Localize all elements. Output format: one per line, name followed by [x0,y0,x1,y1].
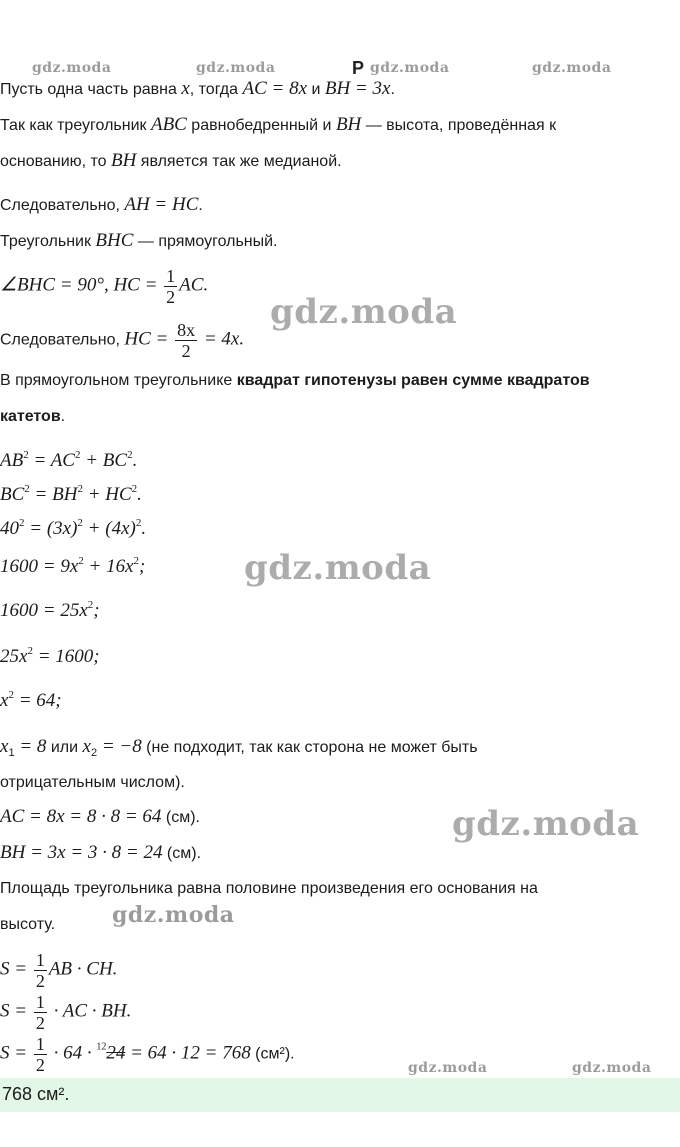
math: x [181,78,190,99]
math: AC = 8x [242,78,308,99]
equation: $BC^2 = BH^2 + HC^2$. [0,483,142,505]
math-line: S = $\frac{1}{2}$ AB · CH. [0,950,118,991]
text-line: Площадь треугольника равна половине произведения его основания на [0,880,538,897]
fraction: $\frac{1}{2}$ [35,992,45,1033]
math-line [0,320,244,361]
math: ABC [150,114,187,135]
math: BH [335,114,362,135]
text-line: отрицательным числом). [0,774,185,791]
math: HC = [124,328,174,350]
text-line: $x_1 = 8$ или $x_2 = -8$ (не подходит, так как сторона не может быть [0,736,478,759]
text: Пусть одна часть равна [0,81,182,98]
text: Так как треугольник [0,117,151,134]
watermark-fragment: P [352,58,365,78]
bold-text: катетов [0,408,61,425]
fraction [175,320,197,361]
math: BH = 3x [324,78,391,99]
watermark: gdz.moda [112,902,235,928]
answer-text: 768 см². [2,1084,70,1104]
text-line: высоту. [0,916,56,933]
equation: BH = 3x = 3 · 8 = 24 (см). [0,842,202,863]
text: — высота, проведённая к [361,117,557,134]
text: , тогда [189,81,243,98]
text: основанию, то [0,153,112,170]
text: . [198,197,203,214]
fraction: $\frac{1}{2}$ [35,1034,45,1075]
text-line [0,194,203,217]
text-line [0,230,278,253]
equation: AC = 8x = 8 · 8 = 64 (см). [0,806,200,827]
equation: $1600 = 9x^2 + 16x^2$; [0,555,146,577]
equation: $40^2 = (3x)^2 + (4x)^2$. [0,517,147,539]
watermark: gdz.moda [32,60,112,76]
fraction: $\frac{1}{2}$ [35,950,45,991]
math: BH [111,150,137,171]
text: Треугольник [0,233,96,250]
equation: $25x^2 = 1600$; [0,645,100,667]
text-line [0,150,342,173]
equation: $1600 = 25x^2$; [0,599,100,621]
text: . [60,408,66,425]
watermark: gdz.moda [196,60,276,76]
reduced-number: 12 [96,1041,107,1053]
watermark: gdz.moda [270,292,458,332]
watermark: gdz.moda [532,60,612,76]
denominator: 2 [181,341,191,361]
text-line [0,406,65,428]
math-line: S = $\frac{1}{2}$ · 64 · $^{12}$24 = 64 · 12 = 768 (см²). [0,1034,295,1075]
watermark: gdz.moda [408,1060,488,1076]
text: Следовательно, [0,331,125,349]
math: = 4x. [199,328,245,350]
equation: $x^2 = 64$; [0,689,62,711]
watermark: gdz.moda [244,548,432,588]
text: равнобедренный и [186,117,336,134]
text: В прямоугольном треугольнике [0,372,237,389]
text-line [0,78,395,101]
text: Следовательно, [0,197,125,214]
numerator: 1 [166,266,176,286]
math-line [0,266,208,307]
math: ∠BHC = 90°, HC = [0,274,163,296]
denominator: 2 [166,287,176,307]
math: AC. [179,274,209,296]
crossed-number: 24 [106,1042,126,1064]
bold-text: квадрат гипотенузы равен сумме квадратов [236,372,590,389]
text: . [390,81,395,98]
answer-box [0,1078,680,1112]
text: является так же медианой. [136,153,342,170]
equation: $AB^2 = AC^2 + BC^2$. [0,449,138,471]
watermark: gdz.moda [572,1060,652,1076]
math: AH = HC [124,194,199,215]
watermark: gdz.moda [452,804,640,844]
fraction [164,266,177,307]
math-line: S = $\frac{1}{2}$ · AC · BH. [0,992,132,1033]
text: и [307,81,325,98]
numerator: 8x [177,320,196,340]
text-line [0,370,590,392]
text-line [0,114,556,137]
math: BHC [95,230,134,251]
watermark: gdz.moda [370,60,450,76]
text: — прямоугольный. [133,233,278,250]
